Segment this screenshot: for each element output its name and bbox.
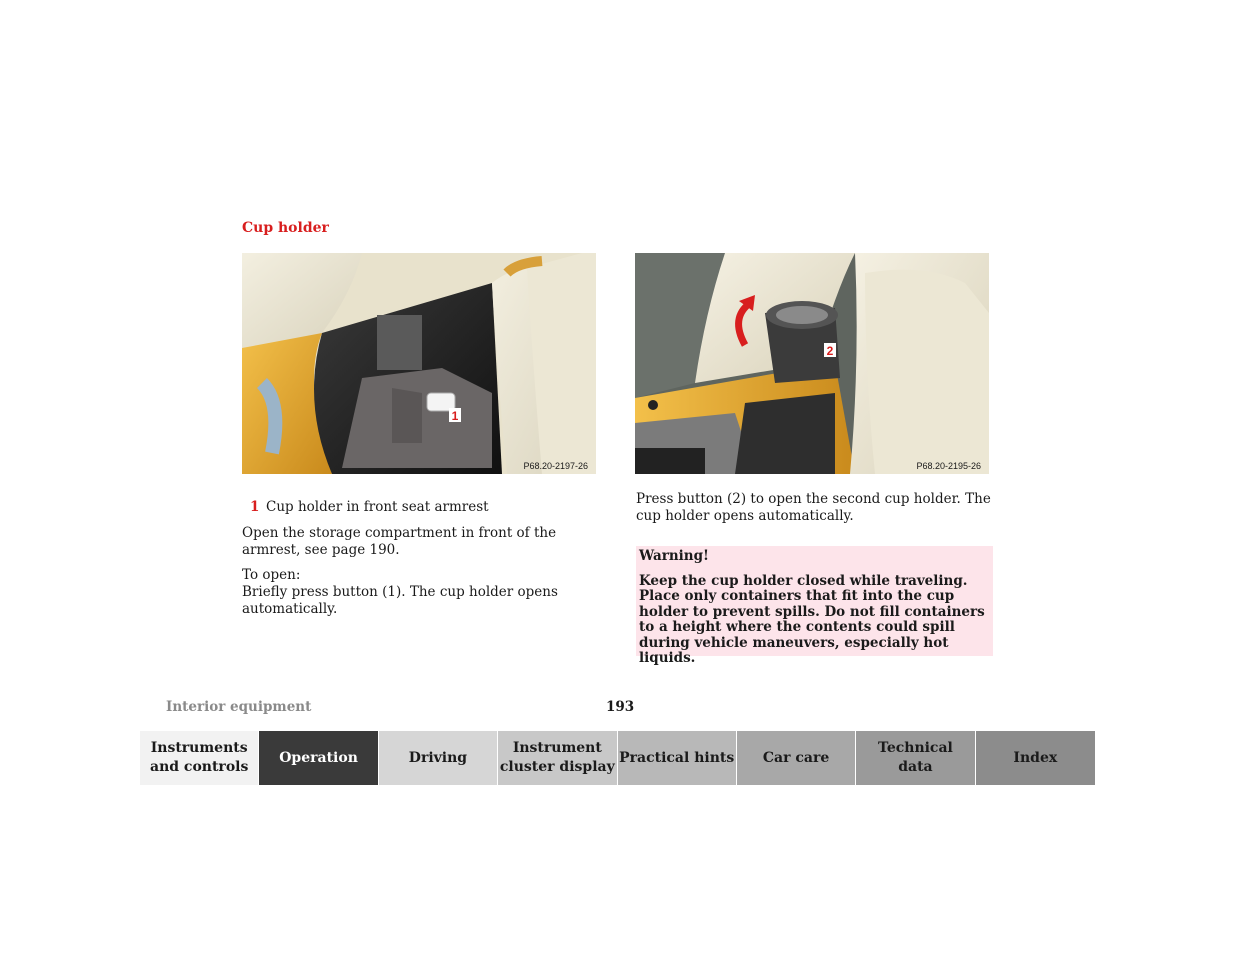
callout-1: 1 <box>451 409 459 423</box>
tab-label: Index <box>1013 749 1058 766</box>
tab-label: Driving <box>408 749 468 766</box>
tab-label: Practical hints <box>619 749 735 766</box>
warning-title: Warning! <box>639 548 709 564</box>
to-open-heading: To open: <box>242 567 301 583</box>
page-number: 193 <box>606 699 635 715</box>
paragraph-second-cup-holder: Press button (2) to open the second cup holder. The cup holder opens automatically. <box>636 491 991 524</box>
chapter-navigation <box>140 731 1095 785</box>
paragraph-to-open <box>242 567 602 618</box>
tab-label: Technical <box>878 740 953 756</box>
paragraph-open-storage: Open the storage compartment in front of the armrest, see page 190. <box>242 525 557 558</box>
tab-label: Operation <box>279 749 358 766</box>
tab-label: Car care <box>762 749 830 766</box>
second-cup-holder-illustration <box>635 253 989 474</box>
second-cup-holder-svg <box>635 253 989 474</box>
tab-practical-hints[interactable] <box>618 731 737 785</box>
tab-instruments-and-controls[interactable] <box>140 731 259 785</box>
legend-text: Cup holder in front seat armrest <box>266 499 489 515</box>
tab-driving[interactable] <box>379 731 498 785</box>
warning-box <box>636 546 993 666</box>
legend-number: 1 <box>250 499 260 515</box>
callout-2: 2 <box>826 344 834 358</box>
figure-code: P68.20-2197-26 <box>523 461 588 471</box>
section-title: Cup holder <box>242 220 329 236</box>
tab-label: data <box>898 759 933 775</box>
footer-section-name: Interior equipment <box>166 699 312 715</box>
tab-instrument-cluster-display[interactable] <box>498 731 617 785</box>
tab-technical-data[interactable] <box>856 731 975 785</box>
tab-label: and controls <box>150 759 249 775</box>
tab-car-care[interactable] <box>737 731 856 785</box>
figure-code: P68.20-2195-26 <box>916 461 981 471</box>
tab-index[interactable] <box>976 731 1095 785</box>
figure-legend <box>250 499 489 516</box>
to-open-instructions: Briefly press button (1). The cup holder opens automatically. <box>242 584 558 617</box>
armrest-cup-holder-illustration <box>242 253 596 474</box>
tab-label: cluster display <box>499 759 615 775</box>
tab-operation[interactable] <box>259 731 378 785</box>
warning-text: Keep the cup holder closed while traveling. Place only containers that fit into the cup holder to prevent spills. Do not fill containers to a height where the contents could spill during vehicle maneuvers, especially hot liquids. <box>639 572 985 666</box>
tab-label: Instruments <box>150 740 248 756</box>
tab-label: Instrument <box>512 740 602 756</box>
armrest-illustration-svg <box>242 253 596 474</box>
